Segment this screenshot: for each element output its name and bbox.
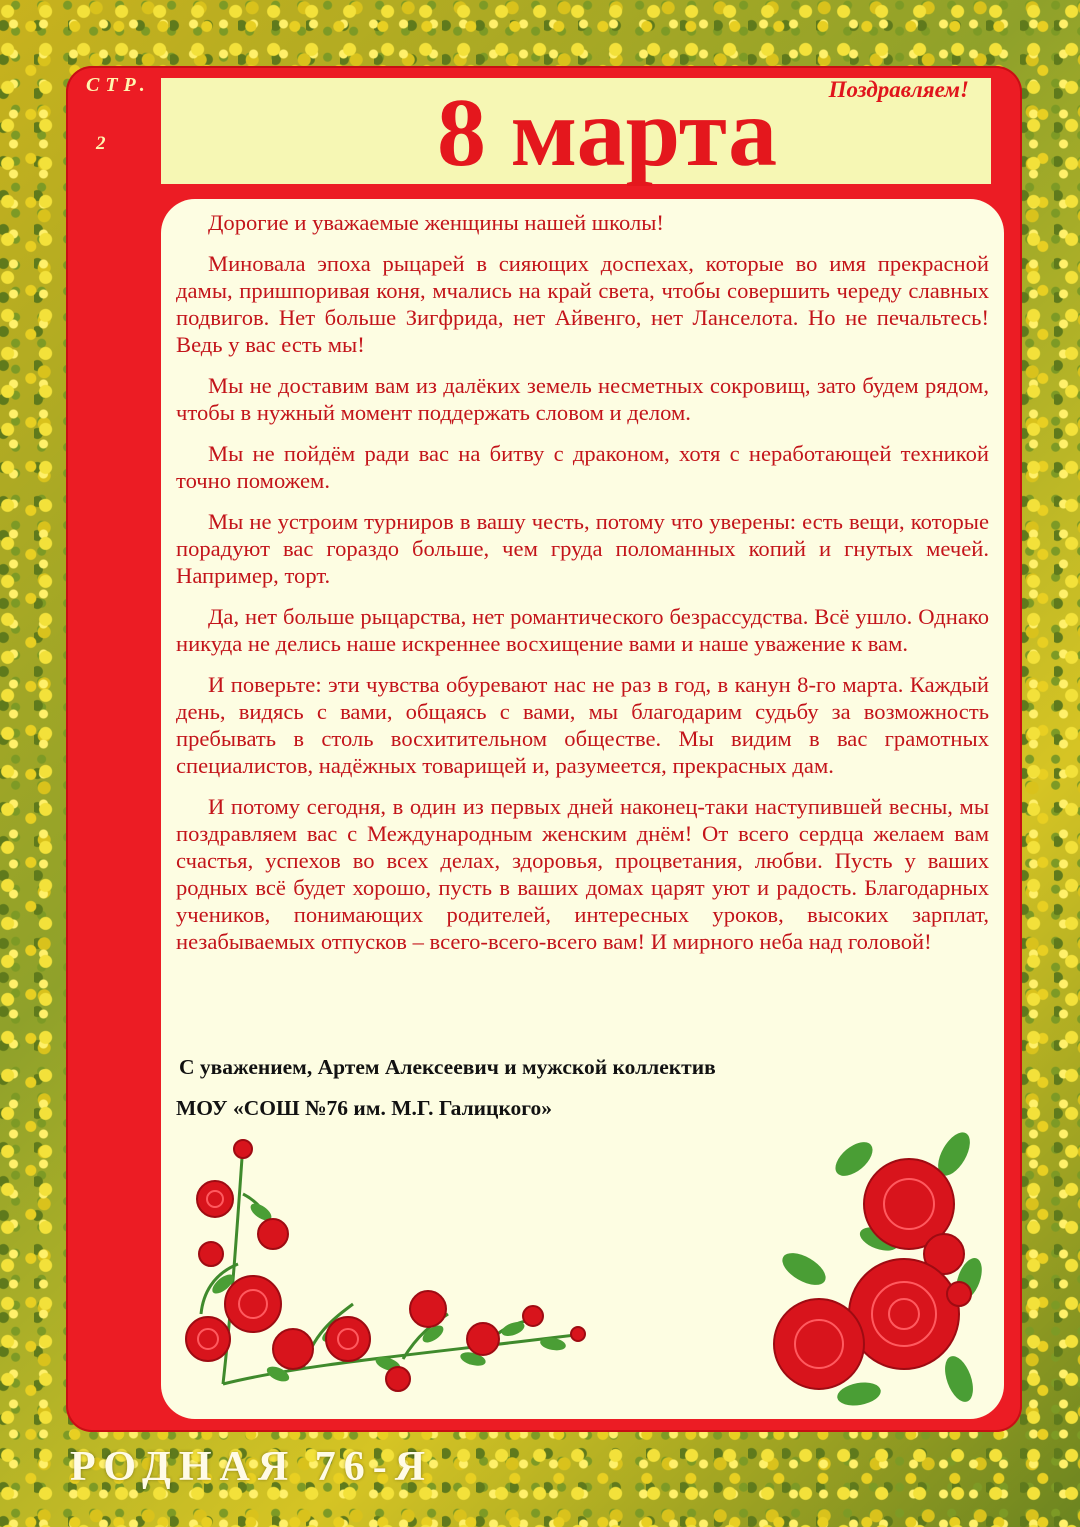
letter-paragraph: Миновала эпоха рыцарей в сияющих доспехах, которые во имя прекрасной дамы, пришпоривая коня, мчались на край света, чтобы совершить череду славных подвигов. Нет больше Зигфрида, нет Айвенго, нет Ланселота. Но не печальтесь! Ведь у вас есть мы!: [176, 251, 989, 357]
letter-paragraph: Мы не доставим вам из далёких земель несметных сокровищ, зато будем рядом, чтобы в нужный момент поддержать словом и делом.: [176, 373, 989, 425]
roses-left-corner: [183, 1134, 588, 1394]
letter-panel: [161, 199, 1004, 1419]
school-name: МОУ «СОШ №76 им. М.Г. Галицкого»: [176, 1096, 553, 1120]
letter-greeting: Дорогие и уважаемые женщины нашей школы!: [208, 210, 664, 235]
title-banner: [161, 77, 991, 187]
letter-paragraph: И потому сегодня, в один из первых дней наконец-таки наступившей весны, мы поздравляем вас с Международным женским днём! От всего сердца желаем вам счастья, успехов во всех делах, здоровья, процветания, любви. Пусть у ваших родных всё будет хорошо, пусть в ваших домах царят уют и радость. Благодарных учеников, понимающих родителей, интересных уроков, высоких зарплат, незабываемых отпусков – всего-всего-всего вам! И мирного неба над головой!: [176, 794, 989, 954]
letter-paragraph: Мы не пойдём ради вас на битву с драконом, хотя с неработающей техникой точно поможем.: [176, 441, 989, 493]
letter-paragraph: Мы не устроим турниров в вашу честь, потому что уверены: есть вещи, которые порадуют вас гораздо больше, чем груда поломанных копий и гнутых мечей. Например, торт.: [176, 509, 989, 588]
letter-text: [176, 209, 989, 969]
roses-right-corner: [764, 1129, 989, 1419]
page-number: 2: [96, 133, 106, 154]
signature: С уважением, Артем Алексеевич и мужской коллектив: [179, 1055, 716, 1079]
congrats-label: Поздравляем!: [828, 77, 969, 102]
page-title: 8 марта: [437, 79, 778, 187]
letter-paragraph: И поверьте: эти чувства обуревают нас не раз в год, в канун 8-го марта. Каждый день, видясь с вами, общаясь с вами, мы благодарим судьбу за возможность пребывать в столь восхитительном обществе. Мы видим в вас грамотных специалистов, надёжных товарищей и, разумеется, прекрасных дам.: [176, 672, 989, 778]
letter-paragraph: Да, нет больше рыцарства, нет романтического безрассудства. Всё ушло. Однако никуда не делись наше искреннее восхищение вами и наше уважение к вам.: [176, 604, 989, 656]
page-label: СТР.: [86, 74, 151, 96]
newspaper-name: РОДНАЯ 76-Я: [70, 1444, 434, 1490]
